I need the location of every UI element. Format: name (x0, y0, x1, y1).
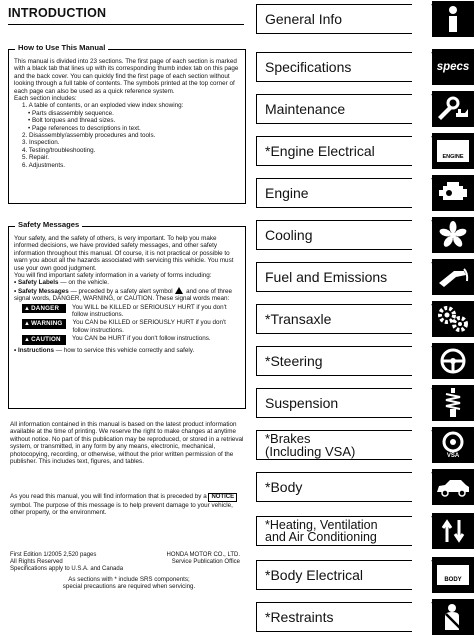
howto-item: • Bolt torques and thread sizes. (28, 117, 116, 125)
how-to-use-para1: This manual is divided into 23 sections. The first page of each section is marked with a black tab that lines up with its corresponding thumb index tab on this page and the back cover. You can quickly find the first page of each section without looking through a full table of contents. The symbols printed at the top corner of each page can also be used as a quick reference system. (14, 58, 239, 95)
edition-info (10, 552, 248, 573)
signal-row (14, 335, 240, 344)
tab-maintenance[interactable] (252, 90, 474, 128)
safety-messages-text-a: — preceded by a safety alert symbol (68, 287, 175, 295)
tab-label-line1: *Heating, Ventilation (265, 518, 378, 532)
safety-labels-heading: • Safety Labels (14, 279, 59, 287)
caution-label (22, 335, 66, 344)
safety-para2: You will find important safety information in a variety of forms including: (14, 272, 212, 280)
specs-icon (432, 49, 474, 85)
caution-word: CAUTION (31, 336, 61, 344)
caution-text: You CAN be HURT if you don't follow instructions. (72, 335, 211, 343)
car-body-icon (432, 469, 474, 505)
tab-body-electrical[interactable] (252, 556, 474, 594)
tab-label (256, 560, 431, 590)
tab-label-text: *Transaxle (265, 311, 332, 327)
battery-body (437, 565, 469, 585)
tab-label (256, 430, 431, 460)
warning-text: You CAN be KILLED or SERIOUSLY HURT if you don't follow instructions. (72, 319, 226, 334)
tab-label-text: Suspension (265, 395, 339, 411)
srs-note (10, 576, 248, 591)
vsa-text: VSA (446, 452, 460, 459)
notice-symbol: NOTICE (208, 493, 237, 502)
alert-triangle-icon: ▲ (24, 337, 31, 344)
seatbelt-icon (432, 599, 474, 635)
publisher-line: Service Publication Office (171, 559, 240, 565)
tab-label-text: *Body (265, 479, 303, 495)
battery-text: ENGINE (442, 154, 464, 160)
howto-item: 1. A table of contents, or an exploded view index showing: (22, 102, 184, 110)
how-to-use-box (8, 43, 246, 204)
tab-restraints[interactable] (252, 598, 474, 636)
srs-note-line: special precautions are required when servicing. (62, 583, 196, 591)
page-title: INTRODUCTION (8, 6, 107, 20)
edition-line: Specifications apply to U.S.A. and Canada (10, 566, 124, 572)
alert-triangle-icon: ▲ (24, 305, 31, 312)
howto-item: 5. Repair. (22, 154, 49, 162)
tab-label-text: *Steering (265, 353, 323, 369)
tab-label-text: *Body Electrical (265, 567, 364, 583)
info-para1: All information contained in this manual is based on the latest product information available at the time of printing. We reserve the right to make changes at anytime without notice. No part of this publication may be reproduced, or stored in a retrieval system, or transmitted, in any form by any means, electronic, mechanical, photocopying, recording, or otherwise, without the prior written permission of the publisher. This includes text, figures, and tables. (10, 421, 244, 466)
tab-engine-electrical[interactable] (252, 132, 474, 170)
tab-body[interactable] (252, 468, 474, 506)
safety-labels-text: — on the vehicle. (58, 279, 109, 287)
tab-label (256, 178, 431, 208)
instructions-heading: • Instructions (14, 346, 54, 354)
steering-wheel-icon (432, 343, 474, 379)
tab-steering[interactable] (252, 342, 474, 380)
tab-label-line2: and Air Conditioning (265, 530, 377, 544)
tab-engine[interactable] (252, 174, 474, 212)
fuel-nozzle-icon (432, 259, 474, 295)
tab-label (256, 4, 431, 34)
brake-disc-icon (432, 427, 474, 463)
info-para2 (10, 493, 246, 517)
howto-item: 6. Adjustments. (22, 161, 66, 169)
publisher-line: HONDA MOTOR CO., LTD. (166, 552, 240, 558)
safety-messages-title: Safety Messages (15, 221, 82, 228)
tab-label-text: Engine (265, 185, 309, 201)
fan-icon (432, 217, 474, 253)
tab-label (256, 346, 431, 376)
tab-label (256, 388, 431, 418)
how-to-use-para2: Each section includes: (14, 95, 77, 103)
tab-label-text: Cooling (265, 227, 313, 243)
gears-icon (432, 301, 474, 337)
howto-item: 4. Testing/troubleshooting. (22, 146, 96, 154)
warning-word: WARNING (31, 320, 63, 328)
tab-label (256, 472, 431, 502)
tab-label (256, 52, 431, 82)
tab-specifications[interactable] (252, 48, 474, 86)
tab-label-text: Maintenance (265, 101, 346, 117)
srs-note-line: As sections with * include SRS components; (68, 576, 190, 583)
info-icon (432, 1, 474, 37)
body-battery-icon (432, 557, 474, 593)
tab-label-text: General Info (265, 11, 343, 27)
tab-label (256, 602, 431, 632)
danger-word: DANGER (31, 304, 60, 312)
howto-item: 3. Inspection. (22, 139, 60, 147)
howto-item: • Parts disassembly sequence. (28, 109, 114, 117)
specs-icon-text: specs (436, 61, 470, 73)
tab-label (256, 516, 431, 546)
battery-icon (432, 133, 474, 169)
tab-label-text: Fuel and Emissions (265, 269, 388, 285)
safety-messages-heading: • Safety Messages (14, 287, 69, 295)
signal-row (14, 319, 240, 334)
tab-general-info[interactable] (252, 0, 474, 38)
section-index-tabs (252, 0, 474, 638)
instructions-text: — how to service this vehicle correctly and safely. (54, 346, 195, 354)
tab-hvac[interactable] (252, 512, 474, 550)
hvac-arrows-icon (432, 513, 474, 549)
tab-label (256, 220, 431, 250)
tab-transaxle[interactable] (252, 300, 474, 338)
tab-label-text: *Restraints (265, 609, 334, 625)
battery-body (437, 140, 469, 162)
safety-messages-text-b: and one of three signal words, DANGER, WARNING, or CAUTION. These signal words mean: (14, 287, 233, 303)
danger-label (22, 304, 66, 313)
how-to-use-title: How to Use This Manual (15, 44, 108, 51)
signal-row (14, 304, 240, 319)
engine-icon (432, 175, 474, 211)
tab-label (256, 94, 431, 124)
tab-label (256, 262, 431, 292)
tab-label (256, 136, 431, 166)
howto-item: 2. Disassembly/assembly procedures and tools. (22, 132, 156, 140)
tab-label-text: Specifications (265, 59, 352, 75)
title-rule (8, 24, 244, 25)
warning-label (22, 319, 66, 328)
edition-line: All Rights Reserved (10, 559, 63, 565)
tab-suspension[interactable] (252, 384, 474, 422)
tab-label-line1: *Brakes (265, 431, 311, 446)
shock-absorber-icon (432, 385, 474, 421)
tab-label-text: *Engine Electrical (265, 143, 375, 159)
danger-text: You WILL be KILLED or SERIOUSLY HURT if you don't follow instructions. (72, 303, 227, 319)
tab-brakes[interactable] (252, 426, 474, 464)
tab-label-line2: (Including VSA) (265, 444, 356, 459)
safety-para1: Your safety, and the safety of others, is very important. To help you make informed decisions, we have provided safety messages, and other safety information throughout this manual. Of course, it is not practical or possible to warn you about all the hazards associated with servicing this vehicle. You must use your own good judgment. (14, 235, 234, 272)
safety-messages-box (8, 220, 246, 409)
edition-line: First Edition 1/2005 2,520 pages (10, 552, 97, 558)
safety-alert-icon (175, 287, 183, 294)
tab-fuel-and-emissions[interactable] (252, 258, 474, 296)
wrench-oilcan-icon (432, 91, 474, 127)
tab-cooling[interactable] (252, 216, 474, 254)
info-para2-a: As you read this manual, you will find information that is preceded by a (10, 493, 209, 500)
tab-label (256, 304, 431, 334)
howto-item: • Page references to descriptions in text. (28, 124, 141, 132)
info-para2-b: symbol. The purpose of this message is to help prevent damage to your vehicle, other property, or the environment. (10, 502, 233, 517)
alert-triangle-icon: ▲ (24, 321, 31, 328)
battery-text: BODY (444, 577, 462, 583)
